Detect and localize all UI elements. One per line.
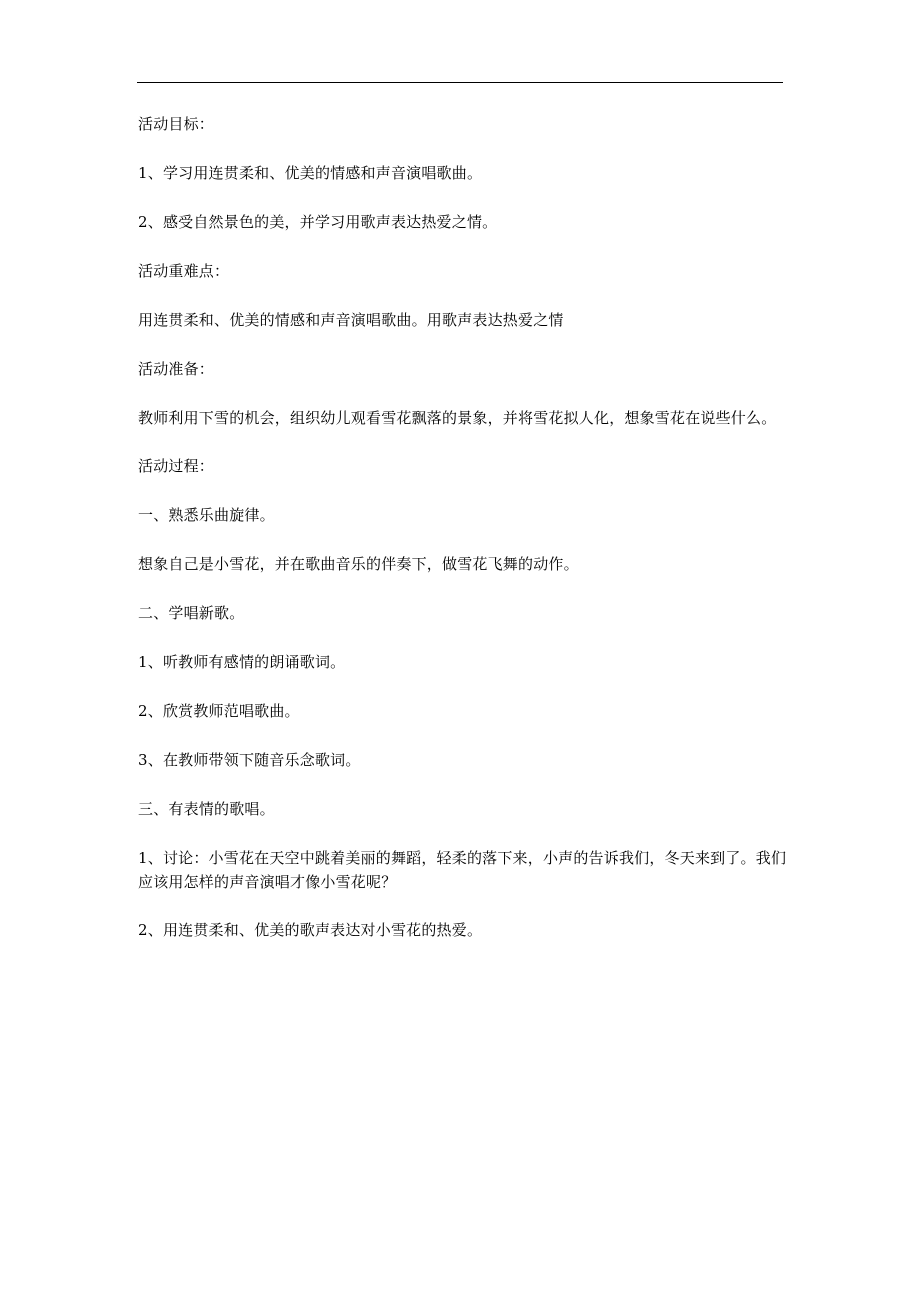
header-rule xyxy=(137,82,783,83)
step-3-heading: 三、有表情的歌唱。 xyxy=(138,800,275,818)
step-1-text: 想象自己是小雪花，并在歌曲音乐的伴奏下，做雪花飞舞的动作。 xyxy=(138,555,579,573)
step-1-heading: 一、熟悉乐曲旋律。 xyxy=(138,506,275,524)
step-2-item-2: 2、欣赏教师范唱歌曲。 xyxy=(138,702,300,720)
step-2-heading: 二、学唱新歌。 xyxy=(138,604,245,622)
step-2-item-1: 1、听教师有感情的朗诵歌词。 xyxy=(138,653,346,671)
goal-item-1: 1、学习用连贯柔和、优美的情感和声音演唱歌曲。 xyxy=(138,164,483,182)
heading-preparation: 活动准备： xyxy=(138,360,215,378)
goal-item-2: 2、感受自然景色的美，并学习用歌声表达热爱之情。 xyxy=(138,213,498,231)
key-points-text: 用连贯柔和、优美的情感和声音演唱歌曲。用歌声表达热爱之情 xyxy=(138,311,564,329)
heading-activity-goals: 活动目标： xyxy=(138,115,215,133)
step-3-item-1: 1、讨论：小雪花在天空中跳着美丽的舞蹈，轻柔的落下来，小声的告诉我们，冬天来到了。我们应该用怎样的声音演唱才像小雪花呢？ xyxy=(138,849,787,891)
document-body xyxy=(138,112,788,967)
step-3-item-2: 2、用连贯柔和、优美的歌声表达对小雪花的热爱。 xyxy=(138,921,483,939)
step-2-item-3: 3、在教师带领下随音乐念歌词。 xyxy=(138,751,361,769)
heading-key-points: 活动重难点： xyxy=(138,262,230,280)
preparation-text: 教师利用下雪的机会，组织幼儿观看雪花飘落的景象，并将雪花拟人化，想象雪花在说些什么。 xyxy=(138,409,777,427)
heading-process: 活动过程： xyxy=(138,457,215,475)
